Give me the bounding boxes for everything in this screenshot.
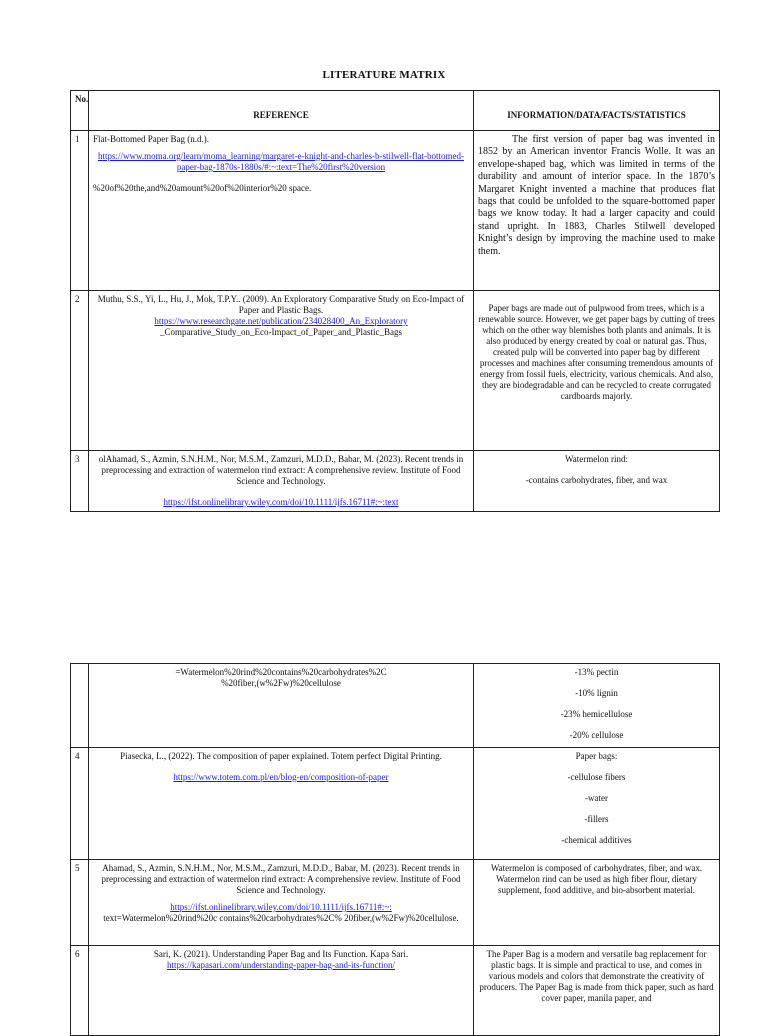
info-line: -chemical additives: [561, 835, 632, 845]
info-line: Paper bags:: [575, 751, 618, 761]
reference-link[interactable]: https://www.totem.com.pl/en/blog-en/composition-of-paper: [173, 772, 389, 782]
row-number: 1: [71, 131, 89, 291]
info-line: -13% pectin: [574, 667, 619, 677]
row-number: 4: [71, 748, 89, 860]
header-reference: REFERENCE: [89, 91, 474, 131]
info-line: -10% lignin: [575, 688, 618, 698]
table-row: [71, 860, 720, 946]
info-cell: [474, 451, 720, 512]
info-cell: Watermelon is composed of carbohydrates, fiber, and wax. Watermelon rind can be used as high fiber flour, dietary supplement, food additive, and bio-absorbent material.: [474, 860, 720, 946]
literature-matrix-table: [70, 90, 720, 512]
reference-cell: [89, 748, 474, 860]
reference-text: Ahamad, S., Azmin, S.N.H.M., Nor, M.S.M., Zamzuri, M.D.D., Babar, M. (2023). Recent trends in preprocessing and extraction of watermelon rind extract: A comprehensive review. Institute of Food Science and Technology.: [101, 863, 461, 895]
row-number: 5: [71, 860, 89, 946]
info-line: -20% cellulose: [569, 730, 624, 740]
table-row: [71, 664, 720, 748]
table-header-row: [71, 91, 720, 131]
reference-extra: text=Watermelon%20rind%20c contains%20carbohydrates%2C% 20fiber,(w%2Fw)%20cellulose.: [103, 913, 459, 923]
reference-cell: [89, 291, 474, 451]
reference-link[interactable]: https://ifst.onlinelibrary.wiley.com/doi/10.1111/ijfs.16711#:~:: [170, 902, 392, 912]
reference-link[interactable]: https://kapasari.com/understanding-paper-bag-and-its-function/: [166, 960, 395, 970]
reference-extra: _Comparative_Study_on_Eco-Impact_of_Paper_and_Plastic_Bags: [160, 327, 402, 337]
reference-continued-line: =Watermelon%20rind%20contains%20carbohydrates%2C: [175, 667, 387, 677]
reference-text: olAhamad, S., Azmin, S.N.H.M., Nor, M.S.M., Zamzuri, M.D.D., Babar, M. (2023). Recent trends in preprocessing and extraction of watermelon rind extract: A comprehensive review. Institute of Food Science and Technology.: [98, 454, 464, 486]
header-no: No.: [71, 91, 89, 131]
reference-cell: [89, 946, 474, 1036]
reference-link[interactable]: https://ifst.onlinelibrary.wiley.com/doi/10.1111/ijfs.16711#:~:text: [163, 497, 399, 507]
reference-link[interactable]: https://www.moma.org/learn/moma_learning/margaret-e-knight-and-charles-b-stilwell-flat-bottomed-paper-bag-1870s-1880s/#:~:text=The%20first%20version: [98, 151, 464, 172]
reference-text: Sari, K. (2021). Understanding Paper Bag and Its Function. Kapa Sari.: [153, 949, 409, 959]
reference-cell: [89, 451, 474, 512]
info-line: -23% hemicellulose: [560, 709, 633, 719]
info-line: -water: [585, 793, 608, 803]
info-cell: The Paper Bag is a modern and versatile bag replacement for plastic bags. It is simple and practical to use, and comes in various models and colors that demonstrate the creativity of producers. The Paper Bag is made from thick paper, such as hard cover paper, manila paper, and: [474, 946, 720, 1036]
row-number: 2: [71, 291, 89, 451]
reference-link[interactable]: https://www.researchgate.net/publication/234028400_An_Exploratory: [154, 316, 408, 326]
info-cell: Paper bags are made out of pulpwood from trees, which is a renewable source. However, we get paper bags by cutting of trees which on the other way blemishes both plants and animals. It is also produced by energy created by coal or natural gas. Thus, created pulp will be converted into paper bag by different processes and machines after consuming tremendous amounts of energy from fossil fuels, electricity, various chemicals. And also, they are biodegradable and can be recycled to create corrugated cardboards majorly.: [474, 291, 720, 451]
header-info: INFORMATION/DATA/FACTS/STATISTICS: [474, 91, 720, 131]
reference-cell: [89, 860, 474, 946]
row-number: [71, 664, 89, 748]
reference-text: Muthu, S.S., Yi, L., Hu, J., Mok, T.P.Y.. (2009). An Exploratory Comparative Study on Eco-Impact of Paper and Plastic Bags.: [97, 294, 465, 315]
table-row: [71, 131, 720, 291]
literature-matrix-table-continued: [70, 663, 720, 1036]
reference-continued-line: %20fiber,(w%2Fw)%20cellulose: [221, 678, 341, 688]
reference-cell: [89, 131, 474, 291]
table-row: [71, 291, 720, 451]
reference-extra: %20of%20the,and%20amount%20of%20interior%20 space.: [93, 183, 312, 193]
table-row: [71, 748, 720, 860]
page-title: LITERATURE MATRIX: [322, 69, 446, 81]
table-row: [71, 946, 720, 1036]
row-number: 6: [71, 946, 89, 1036]
info-cell: [474, 748, 720, 860]
row-number: 3: [71, 451, 89, 512]
reference-cell: [89, 664, 474, 748]
info-line: -contains carbohydrates, fiber, and wax: [525, 475, 668, 485]
info-cell: The first version of paper bag was invented in 1852 by an American inventor Francis Wolle. It was an envelope-shaped bag, which was limited in terms of the durability and amount of interior space. In the 1870’s Margaret Knight invented a machine that produces flat bags that could be unfolded to the square-bottomed paper bags we know today. It had a larger capacity and could stand upright. In 1883, Charles Stilwell developed Knight’s design by improving the machine used to make them.: [474, 131, 720, 291]
info-line: Watermelon rind:: [564, 454, 628, 464]
reference-text: Piasecka, L., (2022). The composition of paper explained. Totem perfect Digital Printing.: [120, 751, 442, 761]
info-line: -fillers: [584, 814, 609, 824]
table-row: [71, 451, 720, 512]
reference-text: Flat-Bottomed Paper Bag (n.d.).: [93, 134, 209, 144]
info-line: -cellulose fibers: [567, 772, 626, 782]
info-cell: [474, 664, 720, 748]
